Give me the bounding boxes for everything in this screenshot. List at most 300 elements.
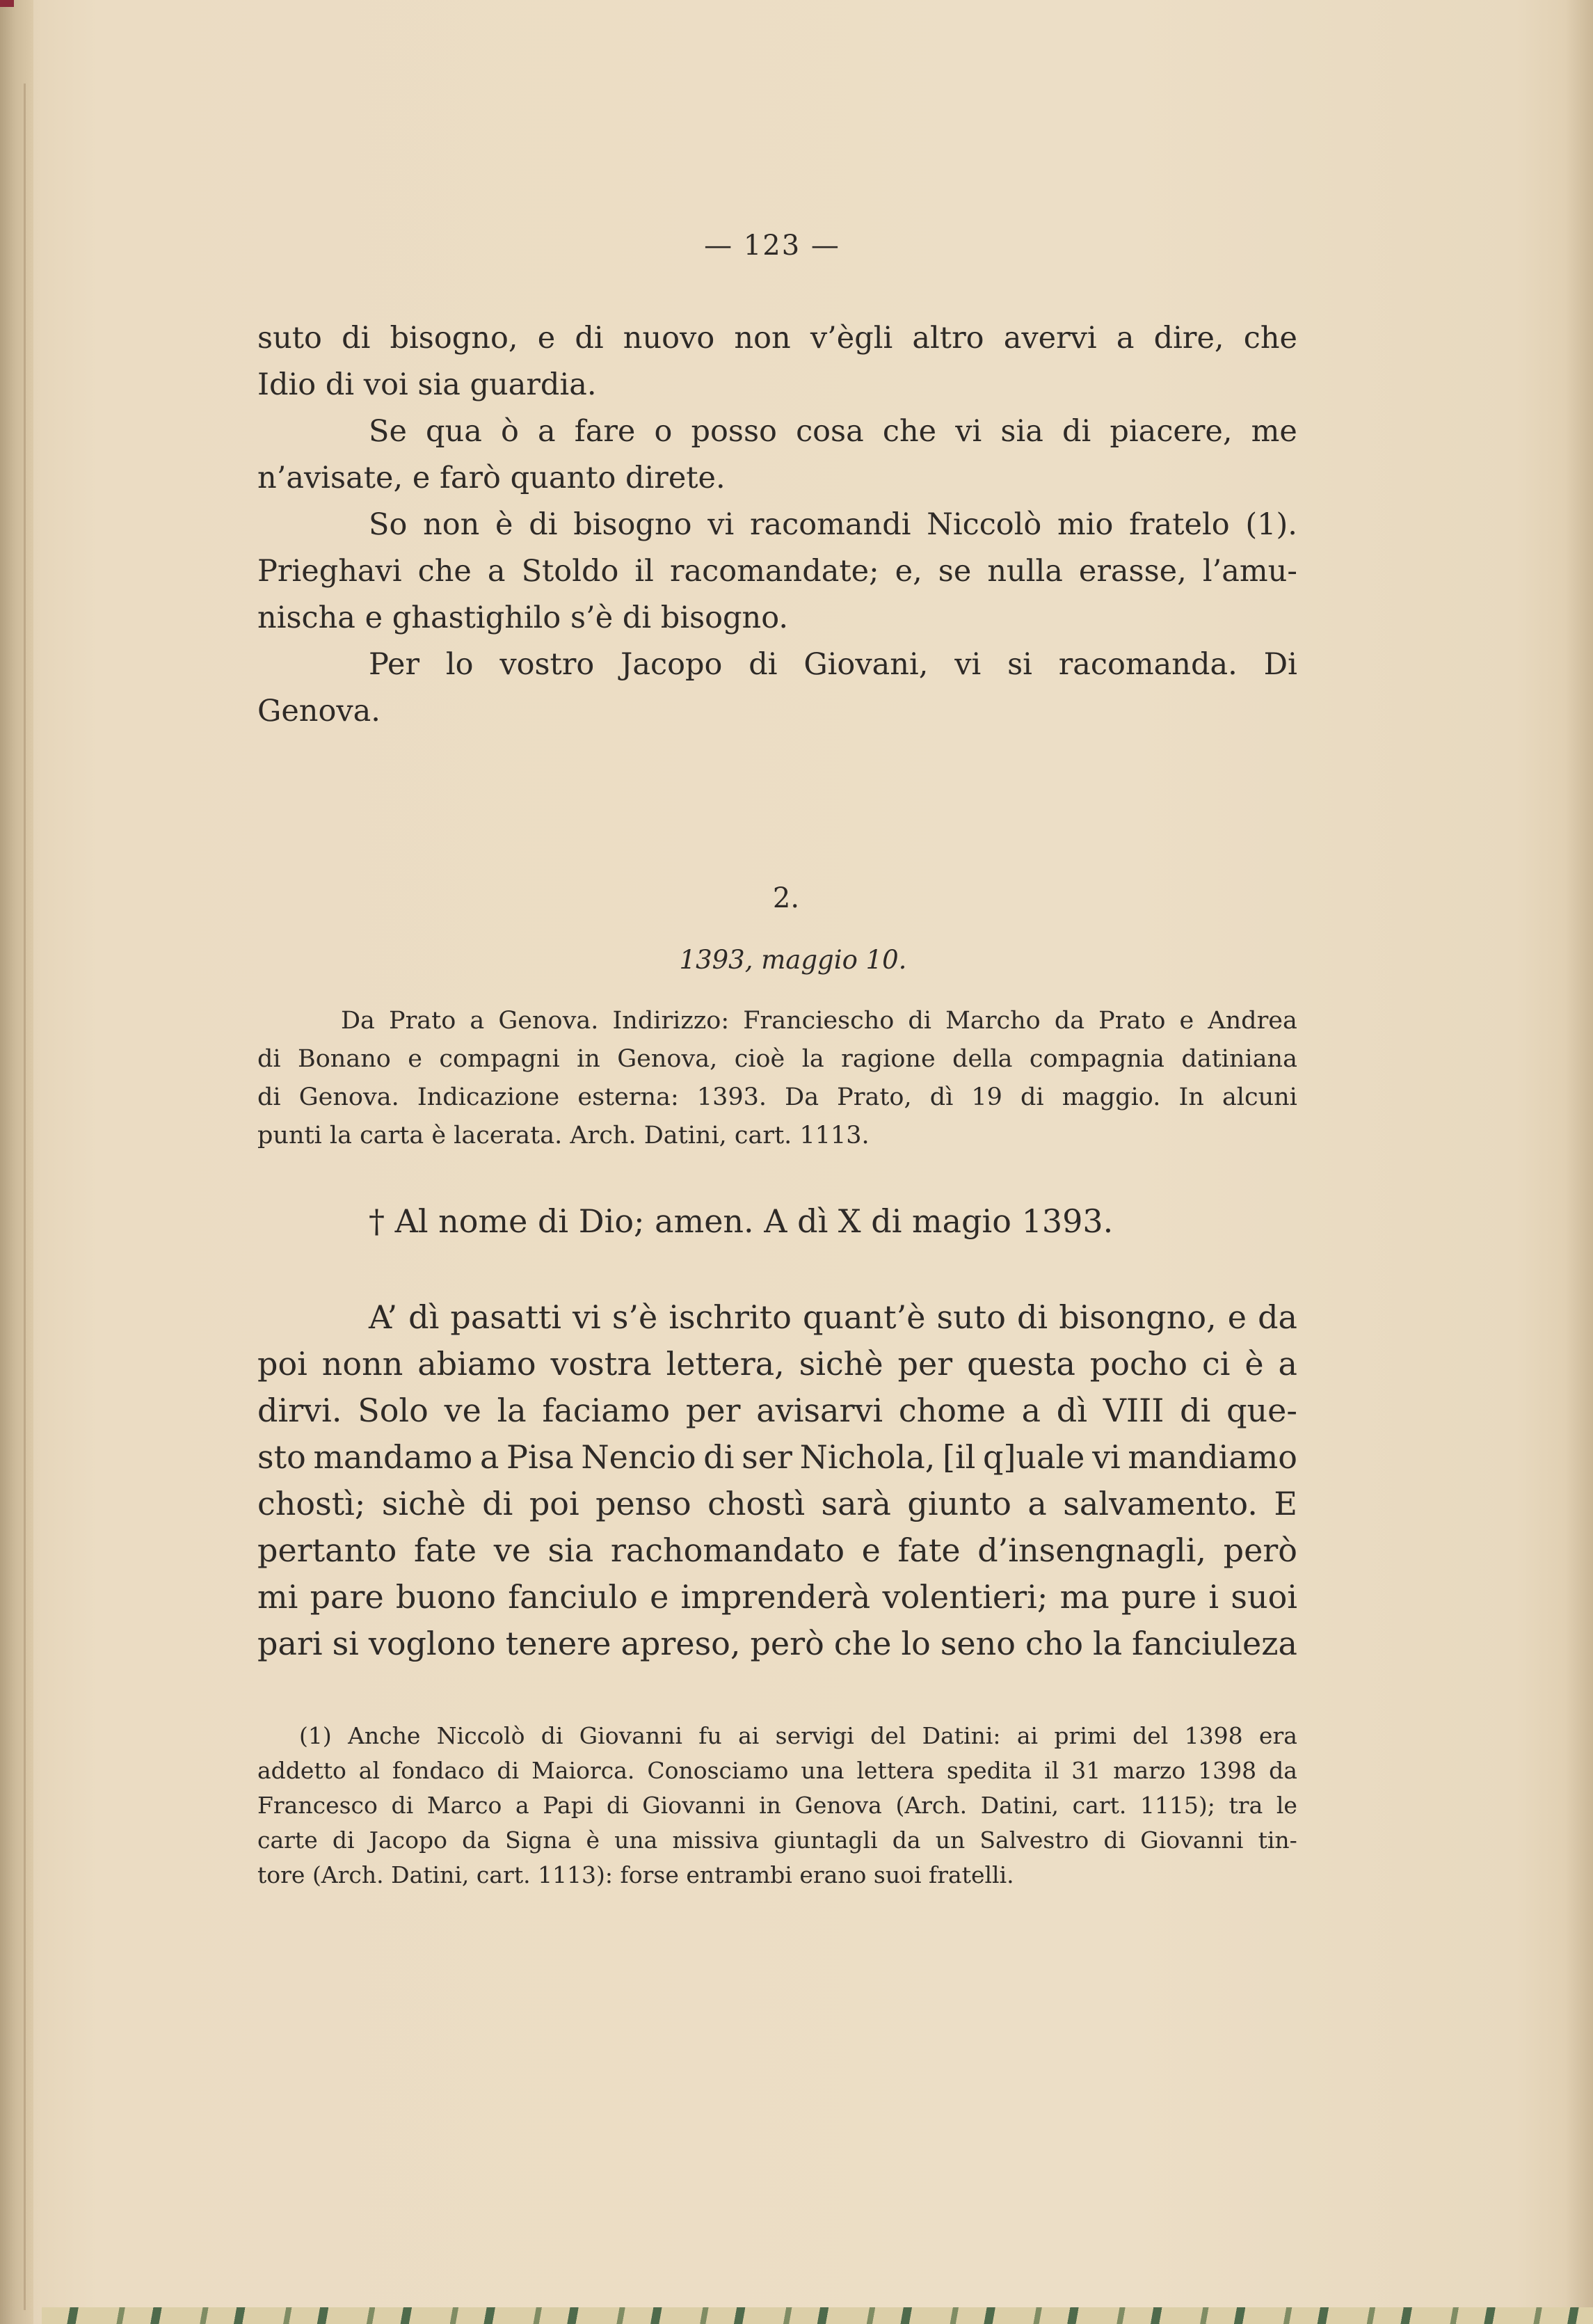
word: di [575,321,604,356]
word: Pisa [506,1438,574,1476]
text-line [257,1527,1297,1574]
word: 1113. [799,1122,870,1149]
word: poi [529,1485,579,1522]
word: (1) [299,1722,332,1749]
word: vi [1092,1438,1121,1476]
corner-mark [0,0,14,7]
word: la [1093,1625,1123,1662]
word: faciamo [542,1392,671,1429]
letter-2-body [257,1294,1297,1667]
word: di [622,600,661,635]
word: di [342,321,371,356]
word: d’insengnagli, [977,1531,1207,1569]
word: a [515,1792,529,1819]
word: marzo [1113,1757,1186,1784]
word: cho [1025,1625,1084,1662]
word: lettera [856,1757,935,1784]
word: a [538,414,556,449]
word: vi [707,507,735,542]
word: l’amu- [1202,554,1297,589]
word: a [1116,321,1135,356]
word: (1). [1245,507,1297,542]
text-line [257,1434,1297,1481]
word: di [1062,414,1091,449]
word: In [1178,1083,1204,1111]
word: Nichola, [799,1438,936,1476]
word: è [1244,1345,1264,1383]
word: chostì [707,1485,806,1522]
word: pertanto [257,1531,397,1569]
word: Marco [426,1792,502,1819]
word: volentieri; [882,1578,1048,1616]
word: suoi [1231,1578,1297,1616]
word: imprenderà [680,1578,871,1616]
footnote-line [257,1719,1297,1753]
word: pocho [1089,1345,1188,1383]
word: fratelli. [929,1861,1014,1888]
word: a [1027,1485,1047,1522]
word: altro [912,321,984,356]
word: di [908,1007,931,1035]
word: di [332,1826,355,1854]
word: Maiorca. [531,1757,635,1784]
word: 1393. [696,1083,767,1111]
word: di [482,1485,513,1522]
word: in [577,1045,600,1073]
word: una [614,1826,658,1854]
text-line [257,408,1297,455]
word: poi [257,1345,307,1383]
word: apreso, [621,1625,741,1662]
word: a [470,1007,485,1035]
word: e [537,321,556,356]
word: dì [929,1083,954,1111]
word: di [325,367,364,402]
word: quanto [510,461,625,495]
footnote-line [257,1788,1297,1823]
word: Genova [794,1792,882,1819]
word: dire, [1153,321,1224,356]
text-line [257,362,1297,408]
word: sarà [821,1485,891,1522]
word: sia [1000,414,1043,449]
footnote-line [257,1858,1297,1893]
word: non [734,321,791,356]
word: tra [1228,1792,1263,1819]
word: della [952,1045,1013,1073]
word: la [497,1392,527,1429]
text-line [257,455,1297,502]
word: Datini, [980,1792,1059,1819]
word: s’è [611,1298,658,1336]
word: Indirizzo: [612,1007,730,1035]
word: giuntagli [774,1826,878,1854]
word: lettera, [666,1345,785,1383]
document-date: 1393, maggio 10. [679,945,907,975]
binding-edge [0,0,33,2324]
word: è [431,1122,454,1149]
word: che [1243,321,1297,356]
word: o [654,414,673,449]
word: Nencio [581,1438,696,1476]
word: ò [501,414,519,449]
word: Prieghavi [257,554,402,589]
text-line [257,642,1297,688]
word: 19 [971,1083,1002,1111]
word: cart. [476,1861,538,1888]
word: Giovanni [642,1792,746,1819]
word: mandiamo [1128,1438,1297,1476]
text-line [257,1341,1297,1387]
word: per [897,1345,953,1383]
word: di [1016,1298,1048,1336]
word: Signa [505,1826,572,1854]
word: a [479,1438,499,1476]
word: tenere [505,1625,611,1662]
text-line [257,1621,1297,1667]
word: Arch. [570,1122,644,1149]
word: nonn [321,1345,403,1383]
word: 1115); [1139,1792,1215,1819]
word: buono [395,1578,496,1616]
word: Papi [543,1792,593,1819]
text-line [257,1574,1297,1621]
word: racomandi [749,507,911,542]
word: del [870,1722,906,1749]
word: tin- [1258,1826,1297,1854]
text-line [257,595,1297,642]
word: il [634,554,654,589]
word: suto [936,1298,1006,1336]
word: e [861,1531,881,1569]
word: è [586,1826,600,1854]
word: ischrito [669,1298,792,1336]
word: Giovanni [1140,1826,1244,1854]
word: compagni [439,1045,560,1073]
word: Stoldo [521,554,619,589]
word: avervi [1003,321,1097,356]
word: maggio. [1062,1083,1161,1111]
word: servigi [775,1722,854,1749]
word: ghastighilo [392,600,570,635]
word: ragione [841,1045,936,1073]
letter-1-continuation [257,315,1297,735]
word: seno [940,1625,1016,1662]
word: qua [426,414,482,449]
footnotes [257,1719,1297,1893]
word: primi [1054,1722,1116,1749]
word: punti [257,1122,330,1149]
word: alcuni [1222,1083,1297,1111]
word: non [423,507,480,542]
word: Di [1263,647,1297,682]
word: per [685,1392,741,1429]
word: Per [369,647,420,682]
word: Solo [358,1392,429,1429]
word: da [892,1826,921,1854]
word: A’ [369,1298,398,1336]
word: pari [257,1625,323,1662]
cover-binding-strip [42,2307,1593,2324]
word: dì [1056,1392,1087,1429]
word: fate [897,1531,961,1569]
word: Se [369,414,407,449]
word: sia [417,367,470,402]
word: spedita [947,1757,1032,1784]
word: ve [444,1392,481,1429]
word: carte [257,1826,318,1854]
letter-heading: † Al nome di Dio; amen. A dì X di magio 1393. [369,1202,1114,1240]
word: addetto [257,1757,346,1784]
word: fanciulo [508,1578,638,1616]
word: e [365,600,392,635]
word: posso [691,414,777,449]
text-line [257,1294,1297,1341]
word: Franciescho [743,1007,895,1035]
word: vi [954,647,982,682]
word: Giovani, [803,647,929,682]
page-number: — 123 — [704,230,840,262]
word: ser [742,1438,792,1476]
word: che [833,1625,892,1662]
regesto-line [257,1079,1297,1117]
word: al [358,1757,381,1784]
text-line [257,1387,1297,1434]
word: fare [574,414,636,449]
page-edge-shadow [1565,0,1593,2324]
word: Datini: [922,1722,1001,1749]
word: VIII [1103,1392,1164,1429]
word: di [257,1045,281,1073]
word: pare [310,1578,384,1616]
word: sto [257,1438,306,1476]
word: però [750,1625,824,1662]
word: a [1021,1392,1041,1429]
word: e, [895,554,922,589]
word: questa [967,1345,1075,1383]
word: ci [1201,1345,1231,1383]
word: le [1276,1792,1297,1819]
word: racomanda. [1058,647,1238,682]
regesto-line [257,1040,1297,1079]
word: di [607,1792,629,1819]
word: a [487,554,506,589]
word: pasatti [450,1298,561,1336]
word: lacerata. [454,1122,570,1149]
word: datiniana [1181,1045,1297,1073]
text-line [257,548,1297,595]
word: (Arch. [312,1861,392,1888]
word: compagnia [1029,1045,1165,1073]
word: pure [1121,1578,1197,1616]
word: bisogno. [660,600,789,635]
word: fondaco [392,1757,485,1784]
word: di [1103,1826,1126,1854]
word: Da [785,1083,819,1111]
word: voglono [368,1625,496,1662]
word: Jacopo [369,1826,447,1854]
regesto [257,1002,1297,1155]
word: nischa [257,600,365,635]
word: q]uale [983,1438,1085,1476]
word: in [759,1792,781,1819]
word: di [1020,1083,1044,1111]
word: Salvestro [979,1826,1089,1854]
word: che [882,414,937,449]
word: bisogno [573,507,692,542]
text-line [257,315,1297,362]
word: Francesco [257,1792,378,1819]
word: mio [1057,507,1114,542]
word: vostro [499,647,595,682]
text-line [257,688,1297,735]
word: esterna: [577,1083,679,1111]
word: avisarvi [756,1392,883,1429]
document-number: 2. [772,882,800,914]
word: Genova. [257,694,381,729]
word: i [1208,1578,1219,1616]
word: v’ègli [810,321,893,356]
word: direte. [625,461,726,495]
text-line [257,1481,1297,1527]
word: quant’è [802,1298,926,1336]
word: fu [698,1722,722,1749]
word: lo [901,1625,931,1662]
word: Marcho [945,1007,1041,1035]
word: la [329,1122,360,1149]
word: nulla [987,554,1063,589]
word: però [1223,1531,1297,1569]
word: da [462,1826,490,1854]
word: s’è [570,600,623,635]
word: la [801,1045,824,1073]
word: So [369,507,408,542]
word: di [703,1438,735,1476]
word: me [1251,414,1297,449]
word: Genova. [498,1007,599,1035]
word: vi [955,414,982,449]
word: Prato [389,1007,456,1035]
word: guardia. [470,367,597,402]
word: cosa [796,414,864,449]
word: Jacopo [621,647,723,682]
word: 1113): [538,1861,621,1888]
word: il [1044,1757,1059,1784]
word: e [1227,1298,1247,1336]
word: suoi [873,1861,929,1888]
word: è [495,507,513,542]
word: che [417,554,472,589]
word: un [935,1826,966,1854]
word: e [408,1045,422,1073]
regesto-line [257,1117,1297,1155]
word: [il [943,1438,976,1476]
word: Prato [1098,1007,1166,1035]
word: fate [413,1531,477,1569]
word: Conosciamo [647,1757,789,1784]
word: Giovanni [579,1722,682,1749]
word: que- [1226,1392,1297,1429]
word: a [1278,1345,1297,1383]
word: e [1179,1007,1194,1035]
word: ai [1016,1722,1039,1749]
word: 1398 [1198,1757,1257,1784]
word: vi [573,1298,601,1336]
word: farò [439,461,511,495]
word: sichè [799,1345,883,1383]
word: Anche [348,1722,421,1749]
word: bisongno, [1059,1298,1217,1336]
word: Indicazione [417,1083,560,1111]
word: e [650,1578,669,1616]
word: di [749,647,778,682]
word: dirvi. [257,1392,342,1429]
regesto-line [257,1002,1297,1040]
word: missiva [672,1826,760,1854]
word: fanciuleza [1132,1625,1297,1662]
word: cioè [734,1045,785,1073]
word: lo [445,647,474,682]
word: da [1054,1007,1085,1035]
text-line [257,502,1297,548]
word: di [257,1083,281,1111]
word: dì [408,1298,440,1336]
word: Niccolò [927,507,1042,542]
word: chostì; [257,1485,366,1522]
word: piacere, [1110,414,1233,449]
word: se [938,554,972,589]
binding-shadow [24,83,26,2310]
word: si [1007,647,1032,682]
footnote-line [257,1823,1297,1858]
word: tore [257,1861,312,1888]
word: Niccolò [436,1722,525,1749]
word: ma [1059,1578,1110,1616]
word: di [529,507,558,542]
word: una [801,1757,844,1784]
word: nuovo [623,321,715,356]
word: vostra [550,1345,652,1383]
word: abiamo [417,1345,536,1383]
word: era [1258,1722,1297,1749]
word: e [412,461,440,495]
word: erasse, [1078,554,1187,589]
word: voi [363,367,418,402]
word: n’avisate, [257,461,413,495]
word: cart. [1072,1792,1127,1819]
word: bisogno, [390,321,518,356]
word: Datini, [643,1122,735,1149]
word: racomandate; [669,554,879,589]
word: di [541,1722,563,1749]
word: ai [738,1722,760,1749]
word: Genova, [617,1045,718,1073]
word: di [497,1757,520,1784]
word: carta [360,1122,432,1149]
word: Datini, [391,1861,477,1888]
word: (Arch. [895,1792,968,1819]
word: erano [799,1861,874,1888]
word: mi [257,1578,298,1616]
word: Bonano [298,1045,391,1073]
word: mandamo [313,1438,473,1476]
word: Idio [257,367,326,402]
word: Da [341,1007,375,1035]
word: da [1269,1757,1297,1784]
word: ve [493,1531,531,1569]
word: di [391,1792,414,1819]
word: di [1180,1392,1211,1429]
